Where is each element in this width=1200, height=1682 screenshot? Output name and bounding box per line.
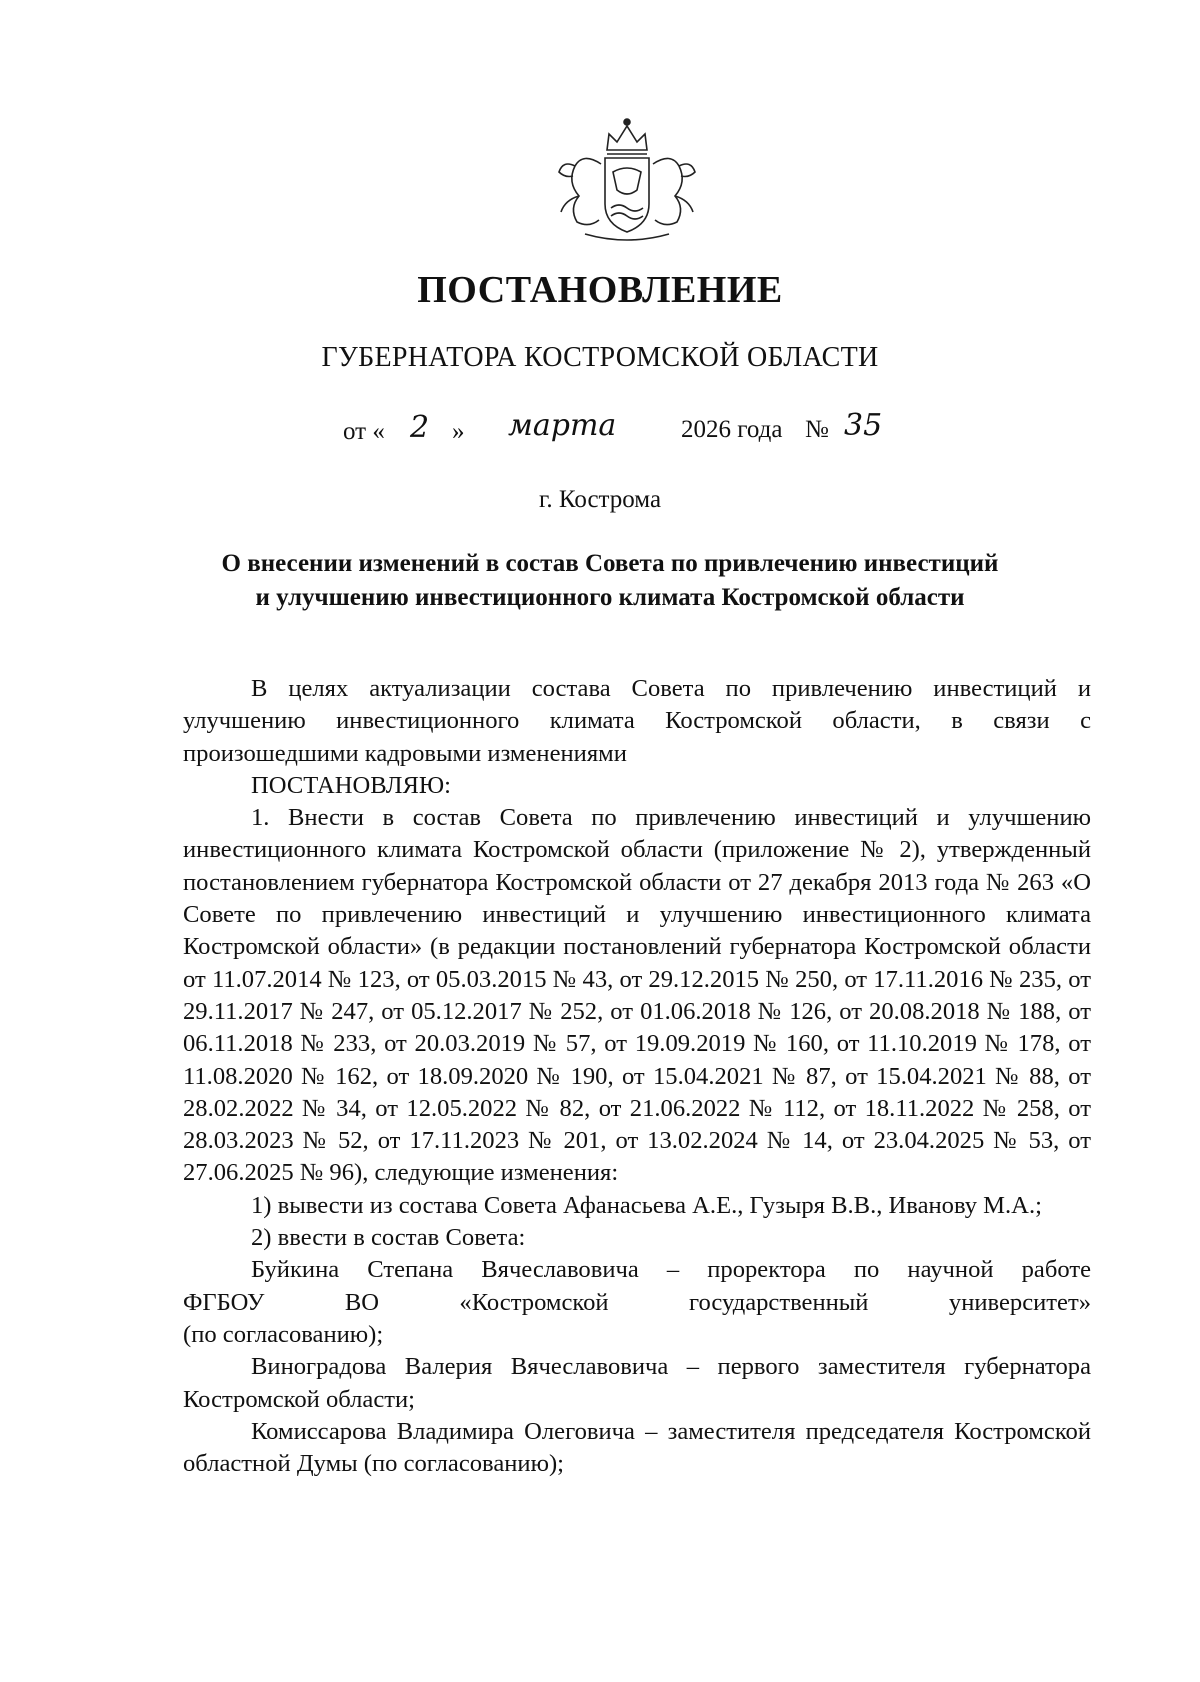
member-1-word-3: «Костромской (459, 1288, 609, 1316)
decree-word: ПОСТАНОВЛЯЮ: (251, 771, 451, 799)
member-1-word-4: государственный (688, 1288, 869, 1316)
city: г. Кострома (538, 486, 662, 513)
member-2: Виноградова Валерия Вячеславовича – первого заместителя губернатора Костромской области; (183, 1353, 1091, 1413)
document-body (183, 673, 1091, 1480)
heading-line-2: и улучшению инвестиционного климата Костромской области (255, 584, 965, 611)
date-line (0, 408, 1200, 462)
member-3: Комиссарова Владимира Олеговича – заместителя председателя Костромской областной Думы (по согласованию); (183, 1417, 1091, 1478)
member-1-line-2 (183, 1287, 1091, 1319)
date-month: марта (508, 408, 617, 443)
member-1-word-5: университет» (948, 1288, 1091, 1316)
sub-item-2: 2) ввести в состав Совета: (251, 1224, 526, 1252)
member-1-word-2: ВО (344, 1288, 379, 1316)
item-1-paragraph: 1. Внести в состав Совета по привлечению инвестиций и улучшению инвестиционного климата Костромской области (приложение № 2), утвержденный постановлением губернатора Костромской области от 27 декабря 2013 года № 263 «О Совете по привлечению инвестиций и улучшению инвестиционного климата Костромской области» (в редакции постановлений губернатора Костромской области от 11.07.2014 № 123, от 05.03.2015 № 43, от 29.12.2015 № 250, от 17.11.2016 № 235, от 29.11.2017 № 247, от 05.12.2017 № 252, от 01.06.2018 № 126, от 20.08.2018 № 188, от 06.11.2018 № 233, от 20.03.2019 № 57, от 19.09.2019 № 160, от 11.10.2019 № 178, от 11.08.2020 № 162, от 18.09.2020 № 190, от 15.04.2021 № 87, от 15.04.2021 № 88, от 28.02.2022 № 34, от 12.05.2022 № 82, от 21.06.2022 № 112, от 18.11.2022 № 258, от 28.03.2023 № 52, от 17.11.2023 № 201, от 13.02.2024 № 14, от 23.04.2025 № 53, от 27.06.2025 № 96), следующие изменения: (183, 804, 1091, 1187)
date-day: 2 (410, 410, 430, 445)
intro-paragraph: В целях актуализации состава Совета по привлечению инвестиций и улучшению инвестиционного климата Костромской области, в связи с произошедшими кадровыми изменениями (183, 675, 1091, 767)
coat-of-arms-emblem (545, 112, 709, 248)
sub-item-1: 1) вывести из состава Совета Афанасьева А.Е., Гузыря В.В., Иванову М.А.; (251, 1191, 1042, 1219)
member-1-line-1: Буйкина Степана Вячеславовича – проректора по научной работе (251, 1256, 1091, 1284)
document-title: ПОСТАНОВЛЕНИЕ (417, 269, 783, 311)
heading-line-1: О внесении изменений в состав Совета по привлечению инвестиций (221, 550, 999, 577)
date-close-quote: » (452, 418, 465, 445)
number-label: № (805, 416, 829, 443)
member-1-word-1: ФГБОУ (183, 1288, 265, 1316)
member-1-line-3: (по согласованию); (183, 1320, 384, 1348)
date-year: 2026 года (681, 416, 783, 443)
document-heading (150, 547, 1070, 615)
document-number: 35 (844, 408, 883, 443)
member-1 (183, 1254, 1091, 1351)
document-subtitle: ГУБЕРНАТОРА КОСТРОМСКОЙ ОБЛАСТИ (321, 342, 879, 373)
date-prefix: от « (343, 418, 385, 445)
